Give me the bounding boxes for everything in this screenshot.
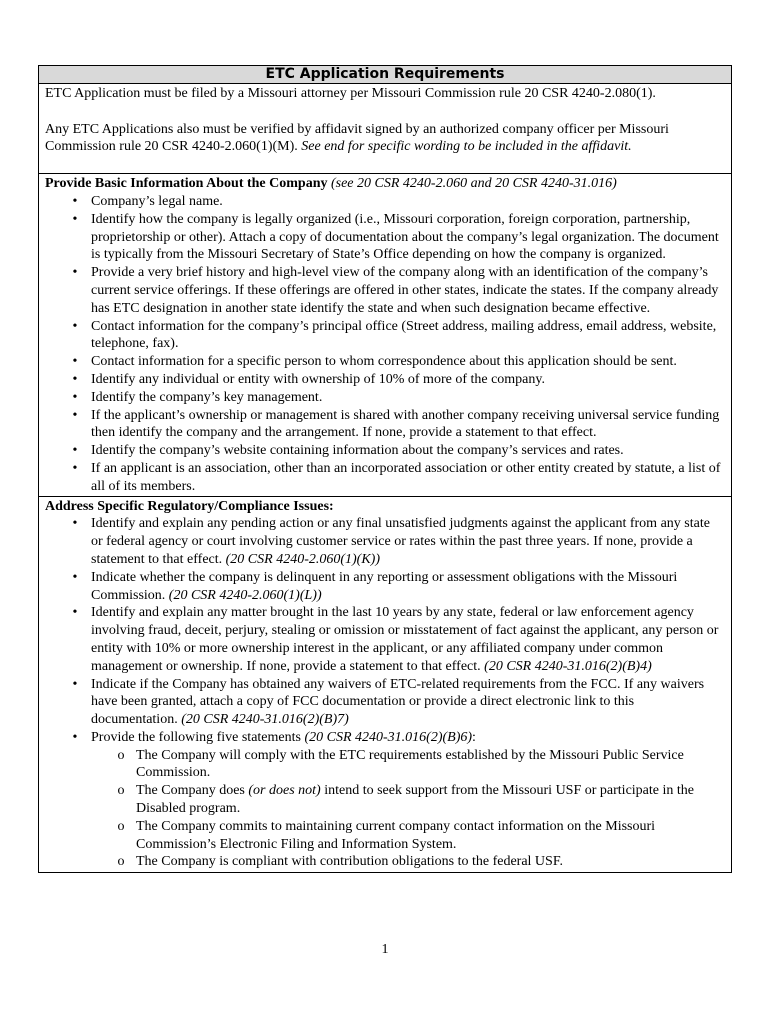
- italic-text: (20 CSR 4240-31.016(2)(B)6): [304, 729, 473, 745]
- italic-text: (see 20 CSR 4240-2.060 and 20 CSR 4240-31.016): [327, 176, 617, 192]
- bullet-icon: •: [72, 676, 78, 692]
- intro-paragraph-affidavit: [45, 121, 723, 157]
- sub-list: [91, 747, 723, 872]
- text-segment: Indicate if the Company has obtained any waivers of ETC-related requirements from the FCC. If any waivers have been granted, attach a copy of FCC documentation or provide a direct electronic link to this documentation.: [91, 676, 705, 728]
- sub-bullet-icon: o: [117, 854, 125, 870]
- requirements-table: [38, 65, 732, 873]
- intro-section: [39, 84, 731, 174]
- text-segment: Contact information for a specific person to whom correspondence about this application should be sent.: [91, 354, 677, 370]
- list-item: [72, 193, 723, 211]
- italic-text: (20 CSR 4240-31.016(2)(B)7): [181, 712, 349, 728]
- bullet-icon: •: [72, 354, 78, 370]
- bold-text: Address Specific Regulatory/Compliance Issues:: [45, 498, 334, 514]
- italic-text: See end for specific wording to be included in the affidavit.: [301, 139, 632, 155]
- text-segment: Any ETC Applications also must be verified by affidavit signed by an authorized company officer per Missouri Commission rule 20 CSR 4240-2.060(1)(M).: [45, 121, 669, 155]
- text-segment: Provide a very brief history and high-level view of the company along with an identification of the company’s current service offerings. If these offerings are offered in other states, indicate the states. If the company already has ETC designation in another state identify the state and when such designation became effective.: [91, 265, 719, 316]
- bullet-icon: •: [72, 265, 78, 281]
- bullet-icon: •: [72, 371, 78, 387]
- bullet-icon: •: [72, 605, 78, 621]
- bullet-icon: •: [72, 193, 78, 209]
- bullet-icon: •: [72, 569, 78, 585]
- text-segment: Identify and explain any pending action or any final unsatisfied judgments against the applicant from any state or federal agency or court involving customer service or rates within the past three years. If none, provide a statement to that effect.: [91, 516, 710, 567]
- italic-text: (20 CSR 4240-2.060(1)(K)): [225, 551, 381, 567]
- text-segment: :: [472, 729, 476, 745]
- basic-info-heading: [45, 175, 723, 193]
- basic-info-list: [45, 193, 723, 496]
- sub-list-item: [117, 818, 723, 854]
- text-segment: intend to seek support from the Missouri USF or participate in the Disabled program.: [136, 783, 694, 817]
- list-item: [72, 353, 723, 371]
- list-item: [72, 676, 723, 729]
- text-segment: The Company commits to maintaining current company contact information on the Missouri Commission’s Electronic Filing and Information System.: [136, 818, 656, 852]
- bold-text: Provide Basic Information About the Company: [45, 176, 328, 192]
- sub-list-item: [117, 747, 723, 783]
- bullet-icon: •: [72, 729, 78, 745]
- sub-bullet-icon: o: [117, 747, 125, 763]
- italic-text: (20 CSR 4240-31.016(2)(B)4): [484, 658, 652, 674]
- intro-paragraph-filing: [45, 85, 723, 103]
- list-item: [72, 604, 723, 675]
- sub-list-item: [117, 782, 723, 818]
- text-segment: ETC Application must be filed by a Missouri attorney per Missouri Commission rule 20 CSR 4240-2.080(1).: [45, 86, 656, 101]
- italic-text: (or does not): [248, 783, 321, 799]
- basic-info-section: [39, 174, 731, 496]
- sub-list-item: [117, 853, 723, 871]
- bullet-icon: •: [72, 211, 78, 227]
- text-segment: Identify the company’s website containing information about the company’s services and rates.: [91, 443, 624, 459]
- compliance-section: [39, 497, 731, 873]
- list-item: [72, 569, 723, 605]
- text-segment: Indicate whether the company is delinquent in any reporting or assessment obligations with the Missouri Commission.: [91, 569, 678, 603]
- table-title: ETC Application Requirements: [39, 66, 731, 84]
- page-number: 1: [381, 942, 389, 957]
- bullet-icon: •: [72, 516, 78, 532]
- list-item: [72, 371, 723, 389]
- list-item: [72, 211, 723, 264]
- compliance-list: [45, 515, 723, 871]
- text-segment: Identify any individual or entity with ownership of 10% of more of the company.: [91, 371, 545, 387]
- text-segment: The Company does: [136, 783, 249, 799]
- list-item: [72, 515, 723, 568]
- bullet-icon: •: [72, 443, 78, 459]
- list-item: [72, 729, 723, 871]
- text-segment: Company’s legal name.: [91, 193, 223, 209]
- list-item: [72, 442, 723, 460]
- list-item: [72, 318, 723, 354]
- text-segment: Provide the following five statements: [91, 729, 305, 745]
- sub-bullet-icon: o: [117, 818, 125, 834]
- list-item: [72, 264, 723, 317]
- text-segment: The Company is compliant with contribution obligations to the federal USF.: [136, 854, 563, 870]
- text-segment: Identify the company’s key management.: [91, 389, 323, 405]
- text-segment: Contact information for the company’s principal office (Street address, mailing address, email address, website, telephone, fax).: [91, 318, 717, 352]
- bullet-icon: •: [72, 460, 78, 476]
- bullet-icon: •: [72, 407, 78, 423]
- text-segment: If an applicant is an association, other than an incorporated association or other entity created by statute, a list of all of its members.: [91, 460, 721, 494]
- italic-text: (20 CSR 4240-2.060(1)(L)): [168, 587, 322, 603]
- text-segment: If the applicant’s ownership or management is shared with another company receiving universal service funding then identify the company and the arrangement. If none, provide a statement to that effect.: [91, 407, 720, 441]
- bullet-icon: •: [72, 318, 78, 334]
- text-segment: The Company will comply with the ETC requirements established by the Missouri Public Service Commission.: [136, 747, 684, 781]
- list-item: [72, 407, 723, 443]
- compliance-heading: [45, 498, 723, 516]
- list-item: [72, 389, 723, 407]
- text-segment: Identify and explain any matter brought in the last 10 years by any state, federal or law enforcement agency involving fraud, deceit, perjury, stealing or omission or misstatement of fact against the applicant, any person or entity with 10% or more ownership interest in the applicant, or any affiliated company under common management or ownership. If none, provide a statement to that effect.: [91, 605, 719, 674]
- list-item: [72, 460, 723, 496]
- sub-bullet-icon: o: [117, 783, 125, 799]
- bullet-icon: •: [72, 389, 78, 405]
- text-segment: Identify how the company is legally organized (i.e., Missouri corporation, foreign corporation, partnership, proprietorship or other). Attach a copy of documentation about the company’s legal organization. The document is typically from the Missouri Secretary of State’s Office depending on how the company is organized.: [91, 211, 719, 263]
